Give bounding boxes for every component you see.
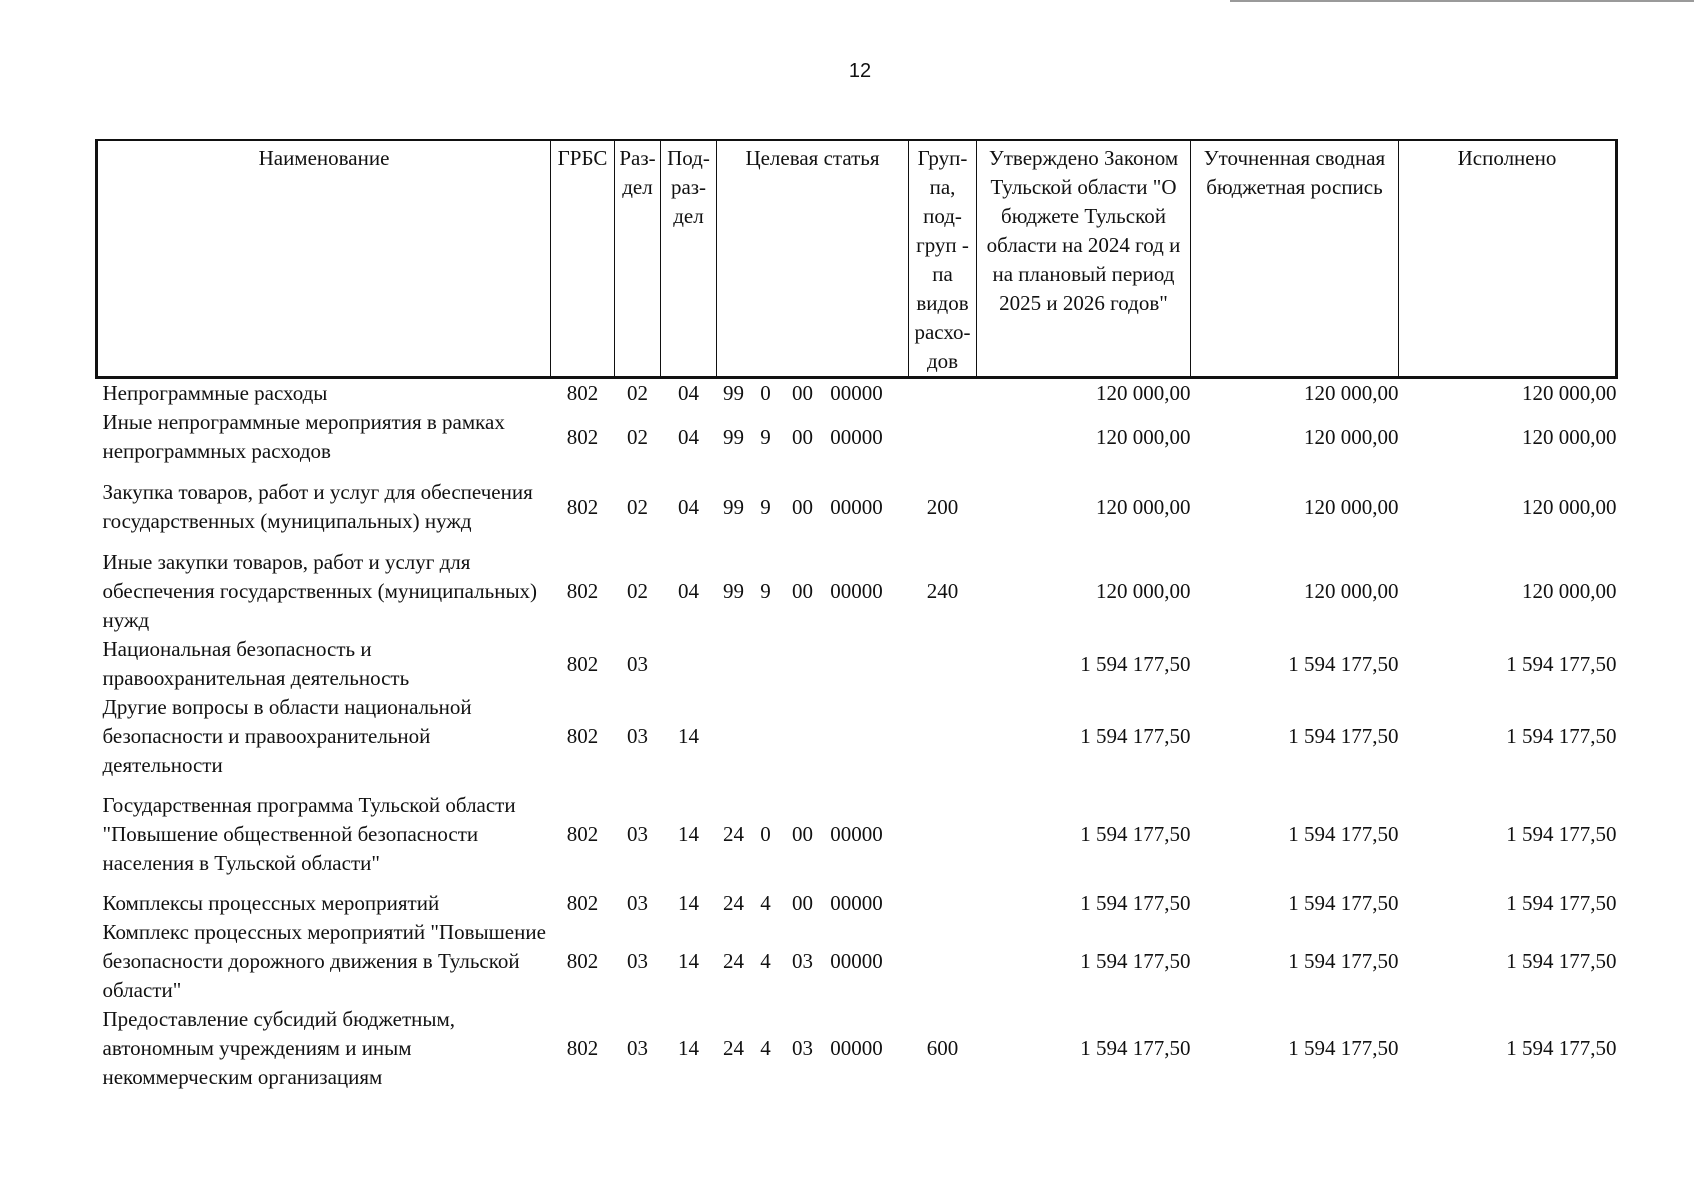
row-celevaya-statya bbox=[717, 693, 909, 780]
header-razdel: Раз-дел bbox=[615, 140, 661, 378]
row-gruppa-vidov-rashodov bbox=[909, 889, 977, 918]
row-podrazdel: 04 bbox=[678, 579, 699, 603]
row-utverzhdeno: 1 594 177,50 bbox=[1080, 651, 1191, 676]
page-number: 12 bbox=[848, 60, 872, 82]
celevaya-statya-part: 4 bbox=[760, 891, 771, 915]
row-utverzhdeno: 120 000,00 bbox=[1096, 381, 1191, 405]
row-utochnennaya-rospis: 120 000,00 bbox=[1304, 579, 1399, 603]
celevaya-statya-part: 0 bbox=[760, 381, 771, 405]
celevaya-statya-part: 99 bbox=[723, 381, 744, 405]
row-utverzhdeno: 1 594 177,50 bbox=[1080, 891, 1191, 915]
row-gruppa-vidov-rashodov: 600 bbox=[926, 1036, 959, 1060]
celevaya-statya-part: 03 bbox=[792, 949, 813, 973]
table-body bbox=[97, 378, 1617, 1093]
row-razdel: 02 bbox=[627, 494, 648, 519]
celevaya-statya-part: 00000 bbox=[830, 822, 883, 846]
header-utochnennaya-rospis: Уточненная сводная бюджетная роспись bbox=[1191, 140, 1399, 378]
row-razdel: 02 bbox=[627, 381, 648, 405]
header-ispolneno: Исполнено bbox=[1399, 140, 1617, 378]
celevaya-statya-part: 00000 bbox=[830, 1036, 883, 1060]
header-name: Наименование bbox=[97, 140, 551, 378]
table-header-row bbox=[97, 140, 1617, 378]
celevaya-statya-parts bbox=[717, 493, 909, 522]
celevaya-statya-part: 0 bbox=[760, 822, 771, 846]
table-row bbox=[97, 1005, 1617, 1092]
celevaya-statya-part: 00000 bbox=[830, 579, 883, 603]
celevaya-statya-part: 00000 bbox=[830, 424, 883, 449]
row-gruppa-vidov-rashodov bbox=[909, 408, 977, 466]
celevaya-statya-parts bbox=[717, 820, 909, 849]
row-celevaya-statya bbox=[717, 408, 909, 466]
row-podrazdel: 04 bbox=[678, 494, 699, 519]
row-grbs: 802 bbox=[566, 651, 599, 676]
row-ispolneno: 1 594 177,50 bbox=[1506, 949, 1617, 973]
celevaya-statya-part: 03 bbox=[792, 1036, 813, 1060]
row-ispolneno: 1 594 177,50 bbox=[1506, 822, 1617, 846]
row-name: Предоставление субсидий бюджетным, автономным учреждениям и иным некоммерческим организациям bbox=[102, 1007, 456, 1089]
row-celevaya-statya bbox=[717, 548, 909, 635]
row-utverzhdeno: 1 594 177,50 bbox=[1080, 822, 1191, 846]
row-grbs: 802 bbox=[566, 494, 599, 519]
row-ispolneno: 1 594 177,50 bbox=[1506, 1036, 1617, 1060]
row-utochnennaya-rospis: 1 594 177,50 bbox=[1288, 724, 1399, 748]
row-utverzhdeno: 120 000,00 bbox=[1096, 579, 1191, 603]
celevaya-statya-part: 00 bbox=[792, 424, 813, 449]
row-ispolneno: 1 594 177,50 bbox=[1506, 891, 1617, 915]
celevaya-statya-part: 00 bbox=[792, 822, 813, 846]
table-row bbox=[97, 378, 1617, 409]
row-grbs: 802 bbox=[566, 579, 599, 603]
row-gruppa-vidov-rashodov bbox=[909, 378, 977, 409]
celevaya-statya-part: 4 bbox=[760, 1036, 771, 1060]
row-ispolneno: 120 000,00 bbox=[1522, 494, 1617, 519]
row-razdel: 02 bbox=[627, 579, 648, 603]
row-utverzhdeno: 120 000,00 bbox=[1096, 494, 1191, 519]
row-gruppa-vidov-rashodov: 240 bbox=[926, 579, 959, 603]
table-row bbox=[97, 548, 1617, 635]
celevaya-statya-part: 99 bbox=[723, 579, 744, 603]
celevaya-statya-part: 00000 bbox=[830, 891, 883, 915]
row-grbs: 802 bbox=[566, 1036, 599, 1060]
row-celevaya-statya bbox=[717, 780, 909, 889]
row-razdel: 02 bbox=[627, 424, 648, 449]
row-podrazdel: 14 bbox=[678, 724, 699, 748]
row-ispolneno: 1 594 177,50 bbox=[1506, 724, 1617, 748]
celevaya-statya-part: 24 bbox=[723, 822, 744, 846]
row-name: Закупка товаров, работ и услуг для обеспечения государственных (муниципальных) нужд bbox=[102, 480, 533, 533]
celevaya-statya-parts bbox=[717, 889, 909, 918]
row-podrazdel: 14 bbox=[678, 949, 699, 973]
celevaya-statya-part: 99 bbox=[723, 494, 744, 519]
row-celevaya-statya bbox=[717, 918, 909, 1005]
celevaya-statya-part: 00 bbox=[792, 494, 813, 519]
celevaya-statya-parts bbox=[717, 423, 909, 452]
row-utochnennaya-rospis: 1 594 177,50 bbox=[1288, 949, 1399, 973]
row-name: Комплекс процессных мероприятий "Повышение безопасности дорожного движения в Тульской области" bbox=[102, 920, 546, 1002]
celevaya-statya-part: 00 bbox=[792, 891, 813, 915]
table-row bbox=[97, 693, 1617, 780]
row-name: Иные закупки товаров, работ и услуг для обеспечения государственных (муниципальных) нужд bbox=[102, 550, 538, 632]
row-razdel: 03 bbox=[627, 651, 648, 676]
row-razdel: 03 bbox=[627, 1036, 648, 1060]
celevaya-statya-part: 00000 bbox=[830, 381, 883, 405]
row-podrazdel: 14 bbox=[678, 1036, 699, 1060]
celevaya-statya-part: 00 bbox=[792, 381, 813, 405]
row-podrazdel: 14 bbox=[678, 891, 699, 915]
celevaya-statya-part: 24 bbox=[723, 1036, 744, 1060]
budget-table bbox=[95, 139, 1618, 1092]
table-row bbox=[97, 780, 1617, 889]
row-name: Иные непрограммные мероприятия в рамках непрограммных расходов bbox=[102, 410, 505, 463]
table-row bbox=[97, 635, 1617, 693]
row-grbs: 802 bbox=[566, 949, 599, 973]
celevaya-statya-part: 24 bbox=[723, 949, 744, 973]
row-celevaya-statya bbox=[717, 378, 909, 409]
celevaya-statya-parts bbox=[717, 577, 909, 606]
row-utochnennaya-rospis: 1 594 177,50 bbox=[1288, 891, 1399, 915]
celevaya-statya-part: 00000 bbox=[830, 494, 883, 519]
row-grbs: 802 bbox=[566, 724, 599, 748]
celevaya-statya-part: 24 bbox=[723, 891, 744, 915]
row-ispolneno: 120 000,00 bbox=[1522, 579, 1617, 603]
row-podrazdel bbox=[661, 635, 717, 693]
row-gruppa-vidov-rashodov bbox=[909, 635, 977, 693]
celevaya-statya-part: 99 bbox=[723, 424, 744, 449]
table-row bbox=[97, 408, 1617, 466]
row-name: Комплексы процессных мероприятий bbox=[102, 891, 440, 915]
row-razdel: 03 bbox=[627, 891, 648, 915]
row-celevaya-statya bbox=[717, 635, 909, 693]
row-gruppa-vidov-rashodov bbox=[909, 918, 977, 1005]
celevaya-statya-parts bbox=[717, 1034, 909, 1063]
header-gruppa-vidov-rashodov: Груп-па, под-груп - па видов расхо-дов bbox=[909, 140, 977, 378]
row-utverzhdeno: 1 594 177,50 bbox=[1080, 949, 1191, 973]
celevaya-statya-part: 9 bbox=[760, 494, 771, 519]
row-name: Национальная безопасность и правоохранительная деятельность bbox=[102, 637, 410, 690]
table-row bbox=[97, 918, 1617, 1005]
table-row bbox=[97, 889, 1617, 918]
row-name: Государственная программа Тульской области "Повышение общественной безопасности населения в Тульской области" bbox=[102, 793, 516, 875]
row-podrazdel: 04 bbox=[678, 424, 699, 449]
row-gruppa-vidov-rashodov: 200 bbox=[926, 494, 959, 519]
row-grbs: 802 bbox=[566, 424, 599, 449]
row-razdel: 03 bbox=[627, 724, 648, 748]
row-gruppa-vidov-rashodov bbox=[909, 780, 977, 889]
celevaya-statya-part: 9 bbox=[760, 579, 771, 603]
celevaya-statya-part: 00000 bbox=[830, 949, 883, 973]
celevaya-statya-part: 00 bbox=[792, 579, 813, 603]
row-utochnennaya-rospis: 120 000,00 bbox=[1304, 381, 1399, 405]
celevaya-statya-part: 9 bbox=[760, 424, 771, 449]
header-grbs: ГРБС bbox=[551, 140, 615, 378]
header-utverzhdeno: Утверждено Законом Тульской области "О бюджете Тульской области на 2024 год и на плановый период 2025 и 2026 годов" bbox=[977, 140, 1191, 378]
table-row bbox=[97, 466, 1617, 548]
row-podrazdel: 14 bbox=[678, 822, 699, 846]
celevaya-statya-parts bbox=[717, 947, 909, 976]
row-ispolneno: 120 000,00 bbox=[1522, 424, 1617, 449]
row-ispolneno: 120 000,00 bbox=[1522, 381, 1617, 405]
row-utochnennaya-rospis: 1 594 177,50 bbox=[1288, 822, 1399, 846]
row-name: Непрограммные расходы bbox=[102, 381, 328, 405]
row-ispolneno: 1 594 177,50 bbox=[1506, 651, 1617, 676]
row-celevaya-statya bbox=[717, 1005, 909, 1092]
row-celevaya-statya bbox=[717, 889, 909, 918]
row-grbs: 802 bbox=[566, 891, 599, 915]
top-edge-rule bbox=[1230, 0, 1694, 2]
row-utverzhdeno: 1 594 177,50 bbox=[1080, 724, 1191, 748]
row-razdel: 03 bbox=[627, 822, 648, 846]
row-utochnennaya-rospis: 1 594 177,50 bbox=[1288, 651, 1399, 676]
row-name: Другие вопросы в области национальной безопасности и правоохранительной деятельности bbox=[102, 695, 472, 777]
row-podrazdel: 04 bbox=[678, 381, 699, 405]
row-utochnennaya-rospis: 120 000,00 bbox=[1304, 424, 1399, 449]
celevaya-statya-part: 4 bbox=[760, 949, 771, 973]
row-gruppa-vidov-rashodov bbox=[909, 693, 977, 780]
row-utochnennaya-rospis: 1 594 177,50 bbox=[1288, 1036, 1399, 1060]
row-utverzhdeno: 1 594 177,50 bbox=[1080, 1036, 1191, 1060]
row-grbs: 802 bbox=[566, 822, 599, 846]
row-grbs: 802 bbox=[566, 381, 599, 405]
header-celevaya-statya: Целевая статья bbox=[717, 140, 909, 378]
row-utverzhdeno: 120 000,00 bbox=[1096, 424, 1191, 449]
header-podrazdel: Под-раз-дел bbox=[661, 140, 717, 378]
row-celevaya-statya bbox=[717, 466, 909, 548]
celevaya-statya-parts bbox=[717, 379, 909, 408]
row-utochnennaya-rospis: 120 000,00 bbox=[1304, 494, 1399, 519]
row-razdel: 03 bbox=[627, 949, 648, 973]
